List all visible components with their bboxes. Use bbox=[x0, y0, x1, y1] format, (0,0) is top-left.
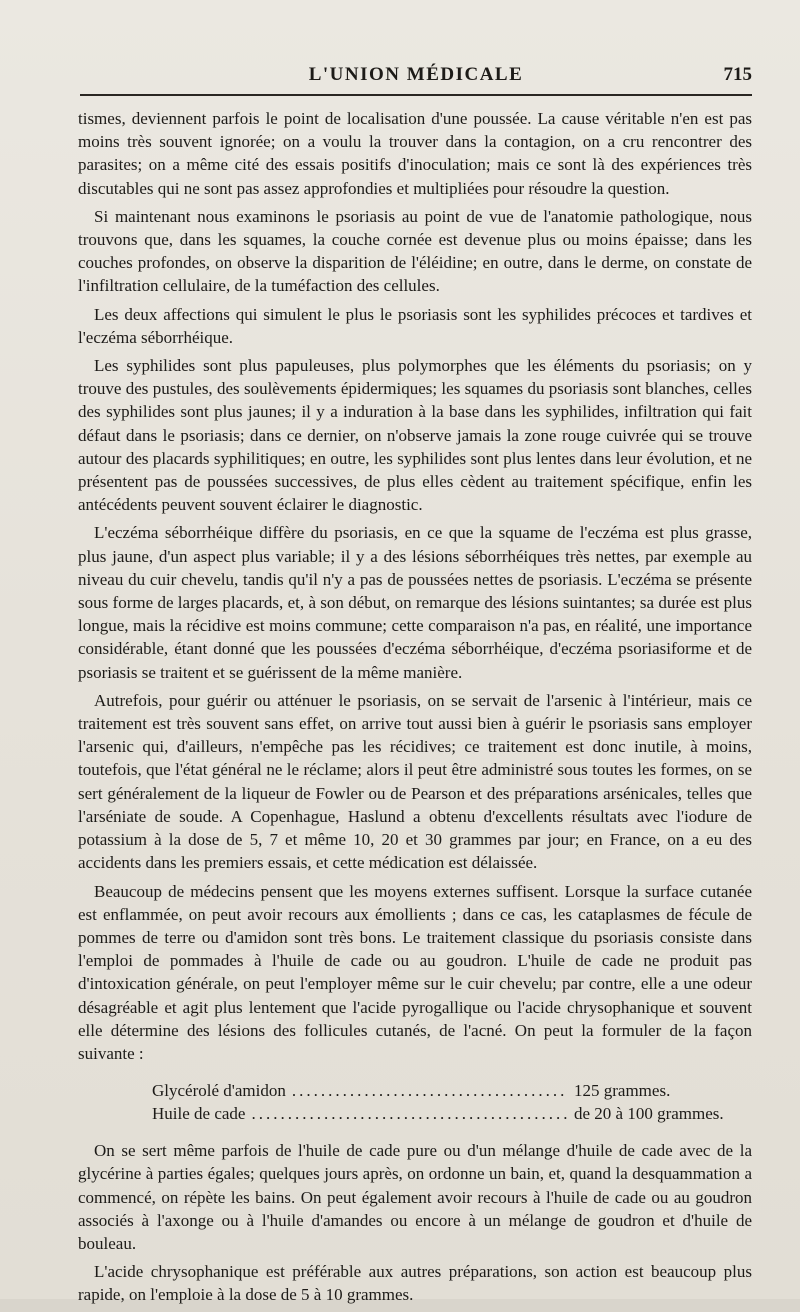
formula-quantity: de 20 à 100 grammes. bbox=[574, 1104, 724, 1124]
paragraph-pathology: Si maintenant nous examinons le psoriasis au point de vue de l'anatomie pathologique, nous trouvons que, dans les squames, la couche cornée est devenue plus ou moins épaisse; dans les couches profondes, on observe la disparition de l'éléidine; en outre, dans le derme, on constate de l'infiltration cellulaire, de la tuméfaction des cellules. bbox=[78, 206, 752, 296]
article-body bbox=[78, 107, 752, 1312]
running-head bbox=[80, 60, 752, 96]
paragraph-syphilides: Les syphilides sont plus papuleuses, plus polymorphes que les éléments du psoriasis; on y trouve des pustules, des soulèvements épidermiques; les squames du psoriasis sont blanches, celles des syphilides sont plus jaunes; il y a induration à la base dans les syphilides, infiltration qui fait défaut dans le psoriasis; dans ce dernier, on n'observe jamais la zone rouge cuivrée qui se trouve autour des placards syphilitiques; en outre, les syphilides sont plus lentes dans leur évolution, et ne présentent pas de poussées successives, de plus elles cèdent au traitement spécifique, enfin les antécédents peuvent souvent éclairer le diagnostic. bbox=[78, 356, 752, 515]
paragraph-arsenic: Autrefois, pour guérir ou atténuer le psoriasis, on se servait de l'arsenic à l'intérieur, mais ce traitement est très souvent sans effet, on arrive tout aussi bien à guérir le psoriasis sans employer l'arsenic qui, d'ailleurs, n'empêche pas les récidives; ce traitement est donc inutile, à moins, toutefois, que l'état général ne le réclame; alors il peut être administré sous toutes les formes, on se sert généralement de la liqueur de Fowler ou de Pearson et des préparations arsénicales, telles que l'arséniate de soude. A Copenhague, Haslund a obtenu d'excellents résultats avec l'iodure de potassium à la dose de 5, 7 et même 10, 20 et 30 grammes par jour; en France, on a eu des accidents dans les premiers essais, et cette médication est délaissée. bbox=[78, 690, 752, 873]
paragraph-cade-usage: On se sert même parfois de l'huile de cade pure ou d'un mélange d'huile de cade avec de la glycérine à parties égales; quelques jours après, on ordonne un bain, et, quand la desquammation a commencé, on répète les bains. On peut également avoir recours à l'huile de cade ou au goudron associés à l'axonge ou à l'huile d'amandes ou encore à un mélange de goudron et d'huile de bouleau. bbox=[78, 1141, 752, 1253]
paragraph-external-treatment: Beaucoup de médecins pensent que les moyens externes suffisent. Lorsque la surface cutanée est enflammée, on peut avoir recours aux émollients ; dans ce cas, les cataplasmes de fécule de pommes de terre ou d'amidon sont très bons. Le traitement classique du psoriasis consiste dans l'emploi de pommades à l'huile de cade ou au goudron. L'huile de cade ne produit pas d'intoxication générale, on peut l'employer même sur le cuir chevelu; par contre, elle a une odeur désagréable et agit plus lentement que l'acide pyrogallique ou l'acide chrysophanique et souvent elle détermine des lésions des follicules cutanés, de l'acné. On peut la formuler de la façon suivante : bbox=[78, 881, 752, 1063]
formula-ingredient: Glycérolé d'amidon bbox=[152, 1081, 286, 1101]
formula-row bbox=[78, 1102, 752, 1125]
formula-row bbox=[78, 1079, 752, 1102]
journal-title: L'UNION MÉDICALE bbox=[308, 64, 524, 85]
paragraph-chrysophanic: L'acide chrysophanique est préférable aux autres préparations, son action est beaucoup plus rapide, on l'emploie à la dose de 5 à 10 grammes. bbox=[78, 1262, 752, 1305]
formula bbox=[78, 1079, 752, 1125]
paragraph-differential: Les deux affections qui simulent le plus le psoriasis sont les syphilides précoces et tardives et l'eczéma séborrhéique. bbox=[78, 304, 752, 347]
leader-dots bbox=[251, 1102, 568, 1125]
formula-ingredient: Huile de cade bbox=[152, 1104, 246, 1124]
paragraph-continued: tismes, deviennent parfois le point de localisation d'une poussée. La cause véritable n'en est pas moins très souvent ignorée; on a voulu la trouver dans la contagion, on a cru rencontrer des parasites; on a même cité des essais positifs d'inoculation; mais ce sont là des expériences très discutables qui ne sont pas assez approfondies et multipliées pour résoudre la question. bbox=[78, 109, 752, 198]
leader-dots bbox=[292, 1079, 568, 1102]
page-number: 715 bbox=[723, 64, 752, 85]
formula-quantity: 125 grammes. bbox=[574, 1081, 671, 1101]
header-rule bbox=[80, 94, 752, 96]
paragraph-eczema: L'eczéma séborrhéique diffère du psoriasis, en ce que la squame de l'eczéma est plus grasse, plus jaune, d'un aspect plus variable; il y a des lésions séborrhéiques très nettes, par exemple au niveau du cuir chevelu, tandis qu'il n'y a pas de poussées nettes de psoriasis. L'eczéma se présente sous forme de larges placards, et, à son début, on remarque des lésions suintantes; sa durée est plus longue, mais la récidive est moins commune; cette comparaison n'a pas, en réalité, une importance considérable, étant donné que les poussées d'eczéma séborrhéique, d'eczéma psoriasiforme et de psoriasis se traitent et se guérissent de la même manière. bbox=[78, 523, 752, 682]
